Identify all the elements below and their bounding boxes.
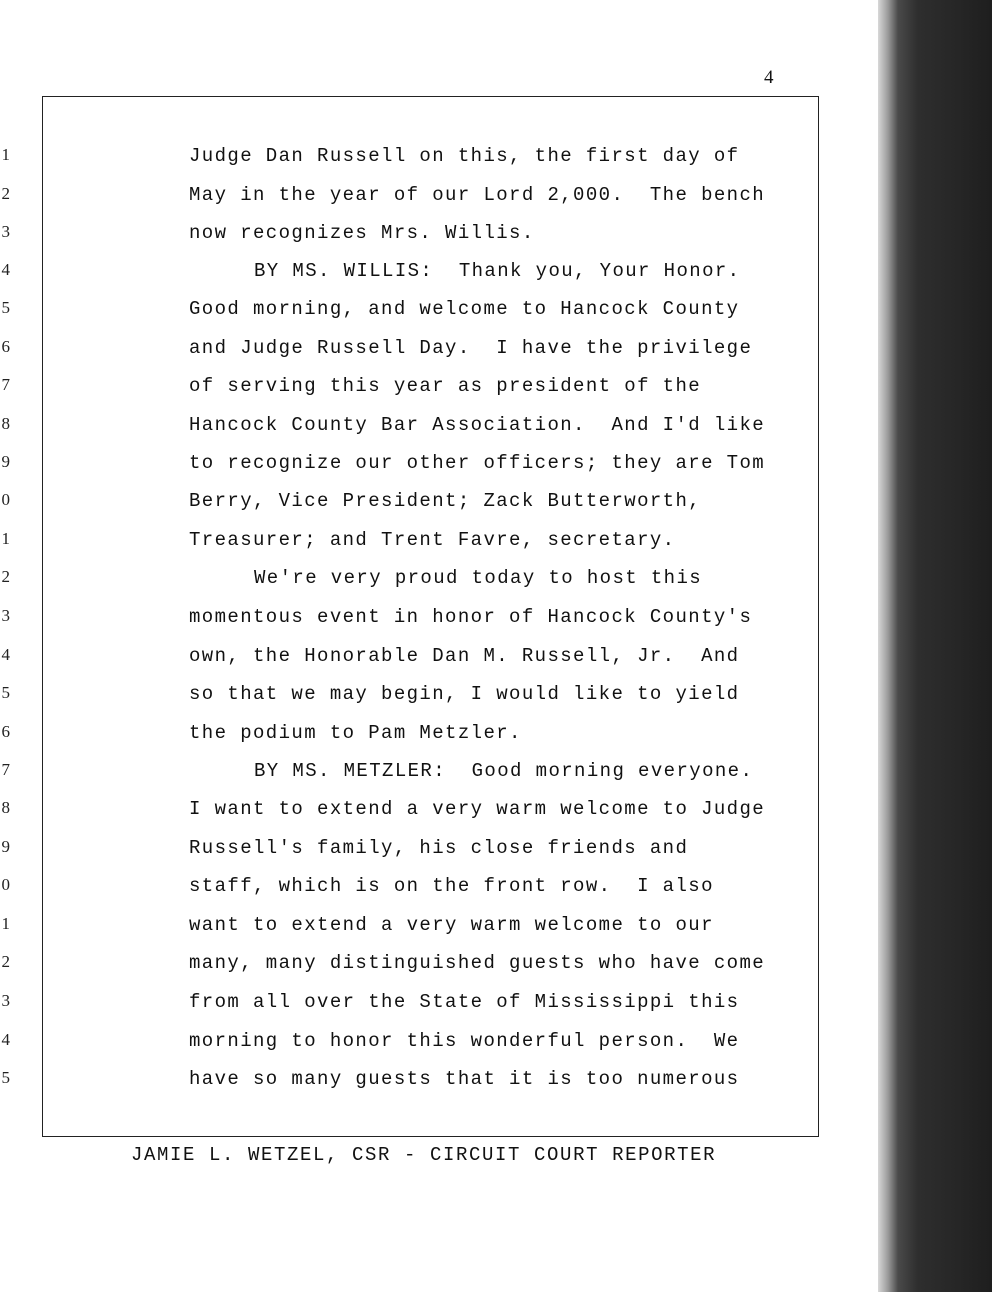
transcript-line: and Judge Russell Day. I have the privilege xyxy=(189,337,753,359)
transcript-line: want to extend a very warm welcome to our xyxy=(189,914,714,936)
transcript-line: Judge Dan Russell on this, the first day of xyxy=(189,145,740,167)
transcript-line: now recognizes Mrs. Willis. xyxy=(189,222,535,244)
scanner-edge-shadow xyxy=(878,0,992,1292)
line-number: 1 xyxy=(1,529,10,548)
transcript-line: to recognize our other officers; they are Tom xyxy=(189,452,766,474)
line-number: 7 xyxy=(1,760,10,779)
transcript-line: Treasurer; and Trent Favre, secretary. xyxy=(189,529,676,551)
line-number: 3 xyxy=(1,222,10,241)
court-reporter-footer: JAMIE L. WETZEL, CSR - CIRCUIT COURT REPORTER xyxy=(131,1144,717,1166)
line-number-column xyxy=(0,0,10,1292)
transcript-line: Berry, Vice President; Zack Butterworth, xyxy=(189,490,702,512)
transcript-line: the podium to Pam Metzler. xyxy=(189,722,522,744)
line-number: 6 xyxy=(1,337,10,356)
transcript-line: May in the year of our Lord 2,000. The bench xyxy=(189,184,766,206)
transcript-line: I want to extend a very warm welcome to Judge xyxy=(189,798,766,820)
line-number: 9 xyxy=(1,452,10,471)
line-number: 2 xyxy=(1,184,10,203)
transcript-line: Good morning, and welcome to Hancock County xyxy=(189,298,740,320)
line-number: 0 xyxy=(1,490,10,509)
line-number: 6 xyxy=(1,722,10,741)
line-number: 2 xyxy=(1,952,10,971)
transcript-line: Hancock County Bar Association. And I'd like xyxy=(189,414,766,436)
line-number: 3 xyxy=(1,991,10,1010)
line-number: 8 xyxy=(1,414,10,433)
line-number: 4 xyxy=(1,260,10,279)
transcript-line: own, the Honorable Dan M. Russell, Jr. And xyxy=(189,645,740,667)
transcript-line: of serving this year as president of the xyxy=(189,375,702,397)
transcript-line: from all over the State of Mississippi this xyxy=(189,991,740,1013)
line-number: 8 xyxy=(1,798,10,817)
line-number: 1 xyxy=(1,914,10,933)
transcript-line: momentous event in honor of Hancock County's xyxy=(189,606,753,628)
line-number: 1 xyxy=(1,145,10,164)
transcript-line: so that we may begin, I would like to yield xyxy=(189,683,740,705)
line-number: 0 xyxy=(1,875,10,894)
line-number: 9 xyxy=(1,837,10,856)
transcript-line: We're very proud today to host this xyxy=(254,567,703,589)
transcript-line: many, many distinguished guests who have come xyxy=(189,952,766,974)
transcript-line: have so many guests that it is too numerous xyxy=(189,1068,740,1090)
line-number: 2 xyxy=(1,567,10,586)
line-number: 3 xyxy=(1,606,10,625)
transcript-line: Russell's family, his close friends and xyxy=(189,837,689,859)
transcript-line: morning to honor this wonderful person. We xyxy=(189,1030,740,1052)
transcript-line: staff, which is on the front row. I also xyxy=(189,875,714,897)
line-number: 5 xyxy=(1,683,10,702)
line-number: 4 xyxy=(1,645,10,664)
line-number: 4 xyxy=(1,1030,10,1049)
line-number: 5 xyxy=(1,298,10,317)
line-number: 7 xyxy=(1,375,10,394)
transcript-line: BY MS. METZLER: Good morning everyone. xyxy=(254,760,754,782)
page-number: 4 xyxy=(764,67,774,88)
line-number: 5 xyxy=(1,1068,10,1087)
transcript-line: BY MS. WILLIS: Thank you, Your Honor. xyxy=(254,260,741,282)
